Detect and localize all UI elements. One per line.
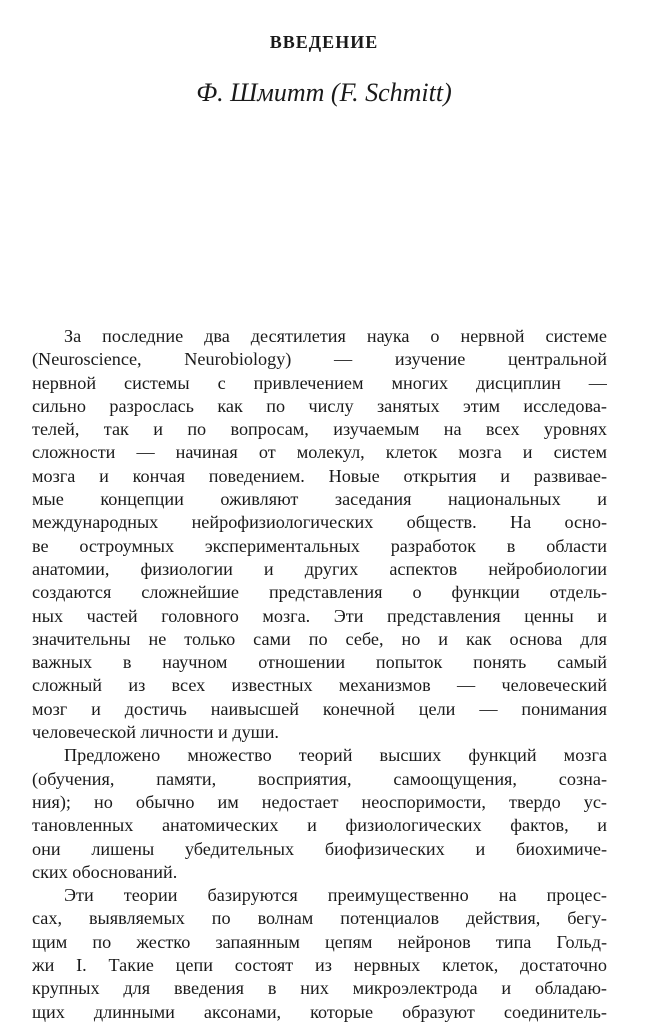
text-line: (обучения, памяти, восприятия, самоощущения, созна- [32,768,607,789]
text-line: щим по жестко запаянным цепям нейронов типа Гольд- [32,931,607,952]
text-line: тановленных анатомических и физиологических фактов, и [32,815,607,836]
text-line: значительны не только сами по себе, но и как основа для [32,628,607,649]
text-line: крупных для введения в них микроэлектрода и обладаю- [32,978,607,999]
text-line: (Neuroscience, Neurobiology) — изучение центральной [32,349,607,370]
text-line: ния); но обычно им недостает неоспоримости, твердо ус- [32,791,607,812]
text-line: За последние два десятилетия наука о нервной системе [64,326,607,346]
text-line: анатомии, физиологии и других аспектов нейробиологии [32,558,607,579]
text-line: мозга и кончая поведением. Новые открытия и развивае- [32,465,607,486]
text-line: человеческой личности и души. [32,722,279,743]
text-line: международных нейрофизиологических обществ. На осно- [32,512,607,533]
author-line: Ф. Шмитт (F. Schmitt) [196,78,452,107]
text-line: важных в научном отношении попыток понять самый [32,652,607,673]
text-line: создаются сложнейшие представления о функции отдель- [32,582,607,603]
text-line: сах, выявляемых по волнам потенциалов действия, бегу- [32,908,607,929]
text-line: они лишены убедительных биофизических и биохимиче- [32,838,607,859]
section-title: ВВЕДЕНИЕ [269,32,379,52]
text-line: мозг и достичь наивысшей конечной цели — понимания [32,698,607,719]
text-line: мые концепции оживляют заседания национальных и [32,489,607,510]
text-line: Предложено множество теорий высших функций мозга [64,745,607,766]
text-line: сильно разрослась как по числу занятых этим исследова- [32,395,607,416]
text-line: ских обоснований. [32,861,178,882]
body-text [32,325,607,1024]
text-line: сложности — начиная от молекул, клеток мозга и систем [32,442,607,463]
text-line: жи I. Такие цепи состоят из нервных клеток, достаточно [32,955,607,976]
text-line: Эти теории базируются преимущественно на процес- [64,885,607,906]
text-line: нервной системы с привлечением многих дисциплин — [32,372,607,393]
text-line: телей, так и по вопросам, изучаемым на всех уровнях [32,419,607,440]
text-line: щих длинными аксонами, которые образуют соединитель- [32,1001,607,1022]
text-line: ных частей головного мозга. Эти представления ценны и [32,605,607,626]
text-line: ве остроумных экспериментальных разработок в области [32,535,607,556]
text-line: сложный из всех известных механизмов — человеческий [32,675,607,696]
